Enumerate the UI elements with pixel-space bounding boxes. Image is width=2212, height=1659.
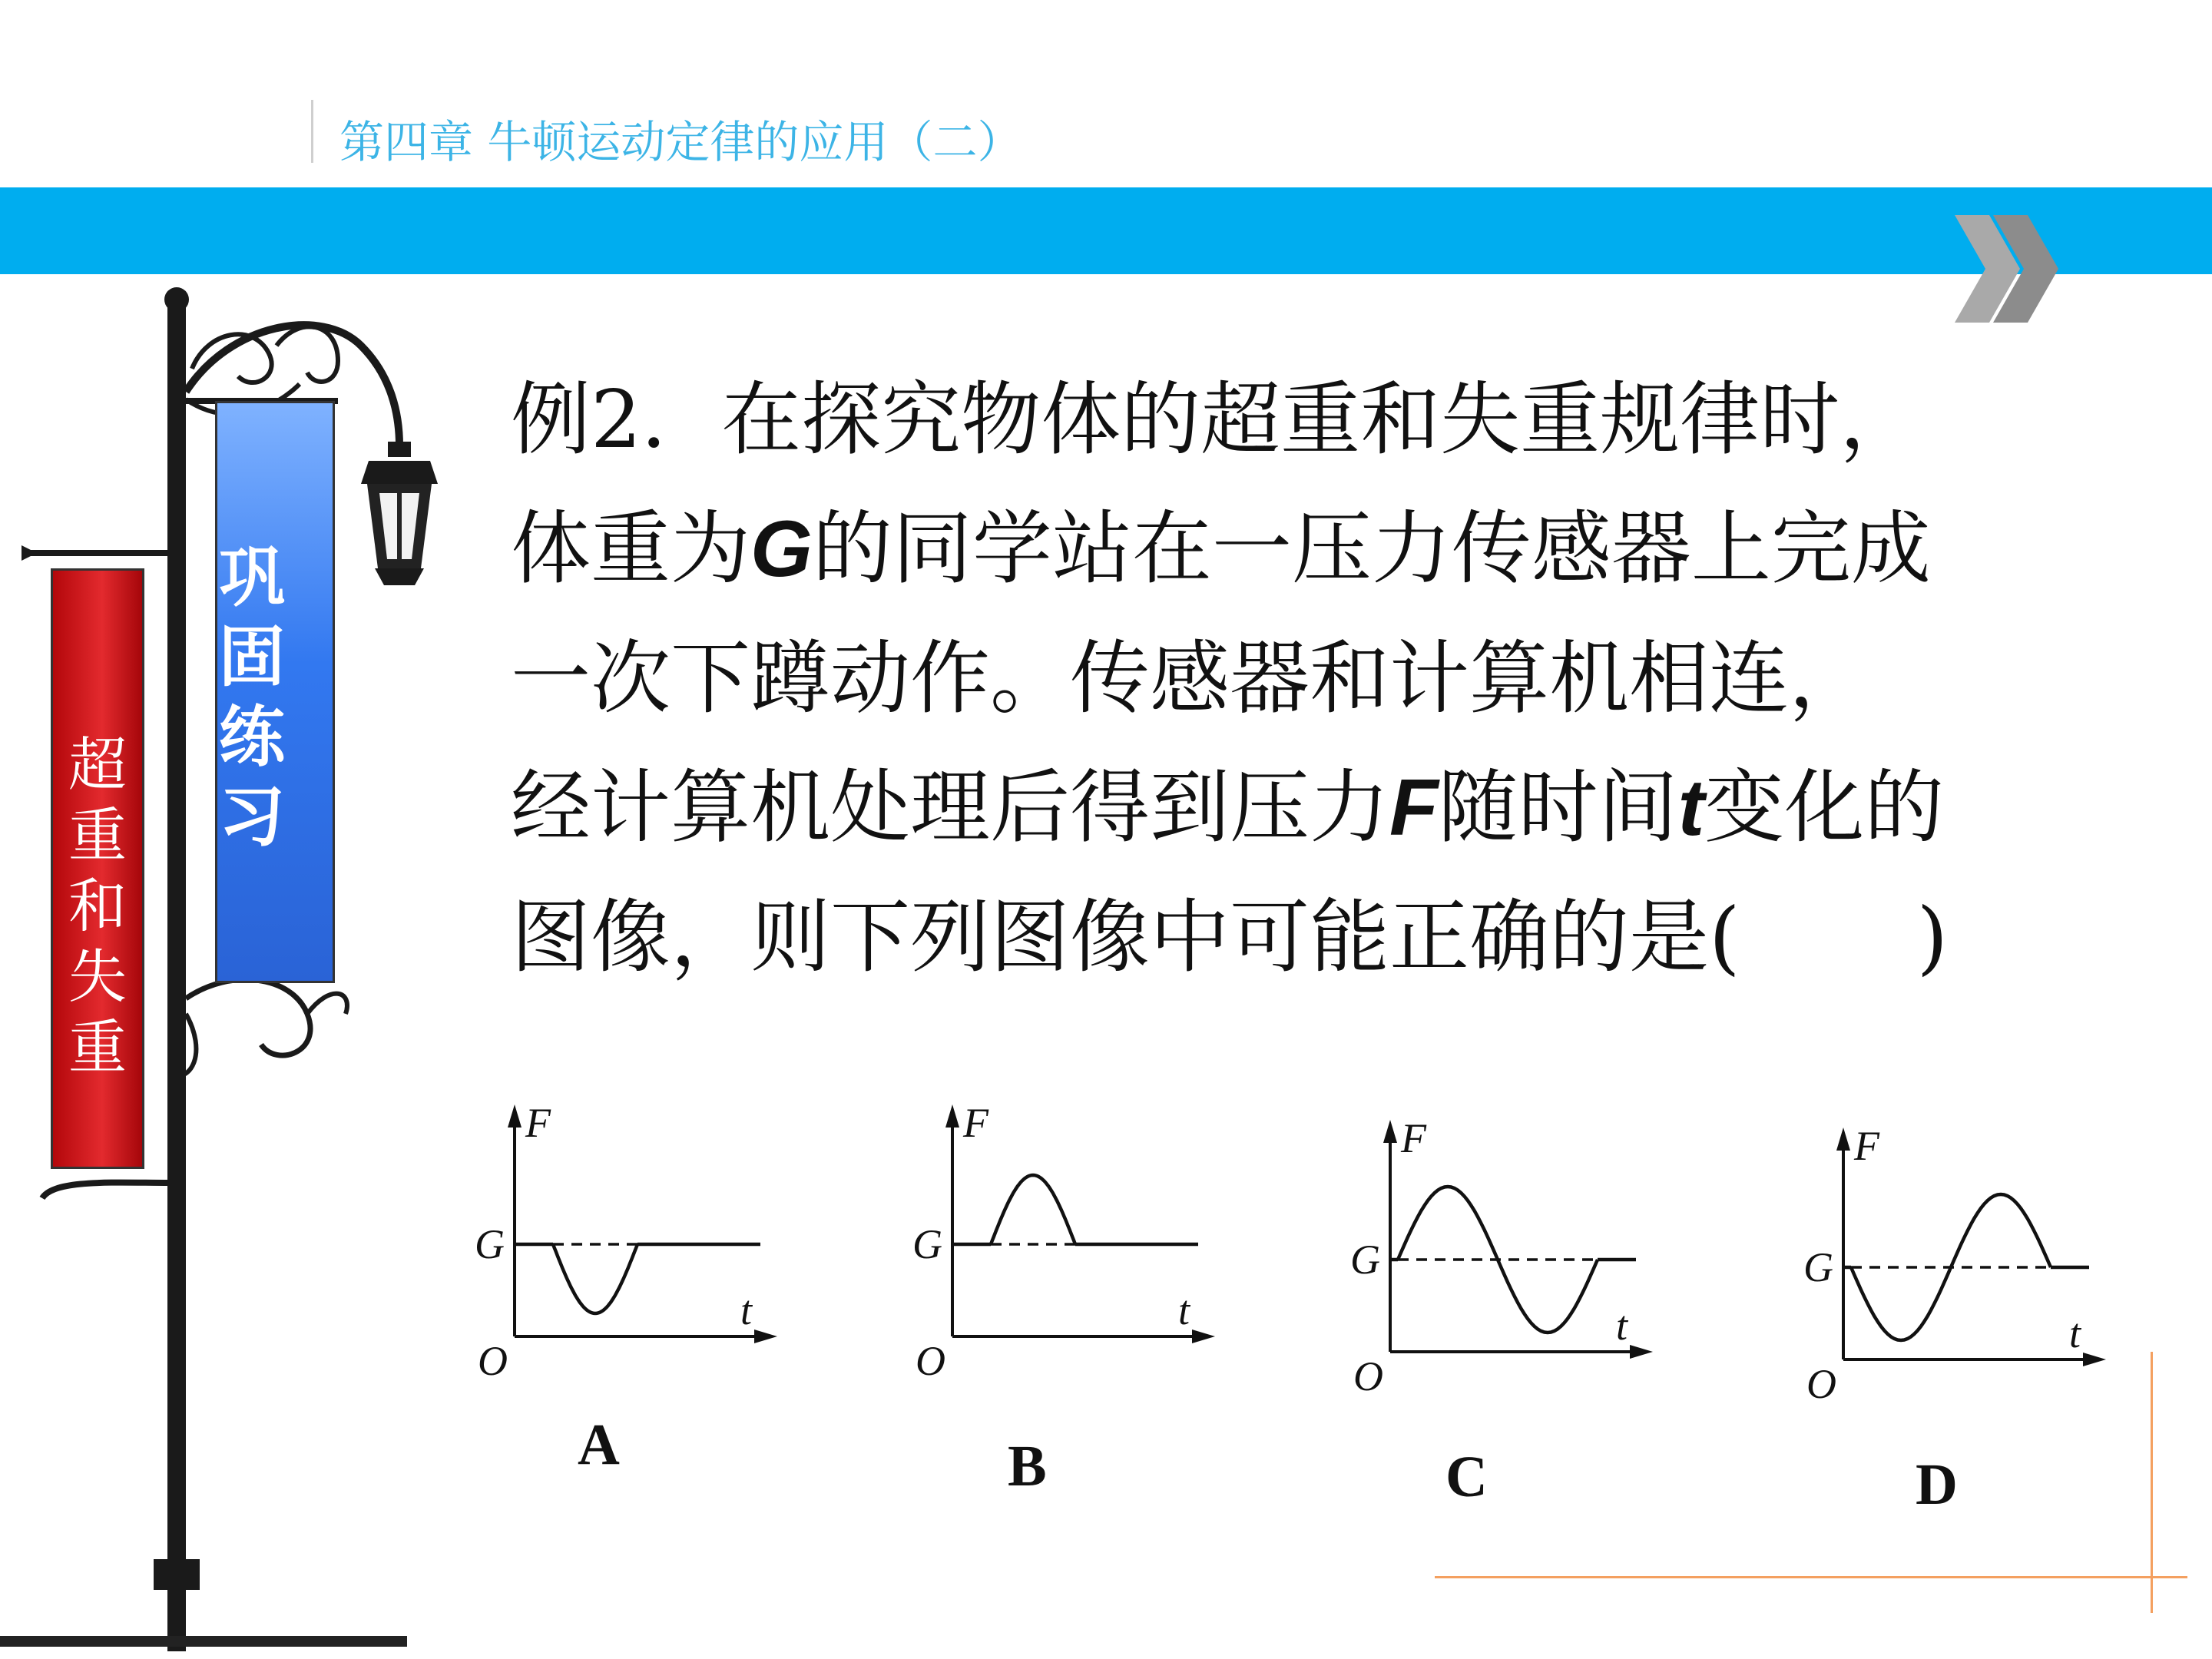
- force-curve: [991, 1175, 1075, 1244]
- banner-blue-char: 练: [219, 699, 285, 776]
- banner-blue-char: 习: [219, 779, 285, 856]
- option-label-c[interactable]: C: [1445, 1445, 1488, 1509]
- axis-label-f: F: [963, 1100, 988, 1146]
- origin-label: O: [916, 1338, 945, 1384]
- question-line-4: 经计算机处理后得到压力F随时间t变化的: [511, 760, 1945, 854]
- banner-red-text: [51, 730, 144, 1083]
- banner-red-char: 超: [68, 730, 127, 799]
- level-label-g: G: [1803, 1244, 1833, 1290]
- y-axis-arrow: [1383, 1120, 1397, 1143]
- header-band: [0, 187, 2212, 274]
- question-line-3: 一次下蹲动作。传感器和计算机相连，: [511, 631, 1869, 725]
- option-label-b[interactable]: B: [1008, 1434, 1047, 1498]
- x-axis-arrow: [2083, 1353, 2106, 1366]
- y-axis-arrow: [945, 1104, 959, 1128]
- banner-red-char: 失: [68, 942, 127, 1011]
- x-axis-arrow: [1192, 1330, 1215, 1343]
- banner-red-char: 和: [68, 872, 127, 940]
- banner-blue-char: 固: [219, 619, 285, 696]
- y-axis-arrow: [508, 1104, 522, 1128]
- origin-label: O: [478, 1338, 508, 1384]
- graph-option-c[interactable]: [1336, 1106, 1659, 1429]
- question-line-2: 体重为G的同学站在一压力传感器上完成: [511, 502, 1931, 595]
- graph-option-a[interactable]: [461, 1091, 783, 1413]
- x-axis-arrow: [1630, 1345, 1653, 1359]
- chapter-title: 第四章 牛顿运动定律的应用（二）: [339, 116, 1022, 168]
- banner-red-char: 重: [68, 1013, 127, 1081]
- axis-label-f: F: [1401, 1115, 1426, 1161]
- banner-red-char: 重: [68, 801, 127, 869]
- option-label-a[interactable]: A: [578, 1412, 620, 1477]
- graph-option-d[interactable]: [1790, 1114, 2112, 1436]
- question-line-5: 图像，则下列图像中可能正确的是( ): [511, 890, 1949, 984]
- question-line-1: 例2．在探究物体的超重和失重规律时，: [511, 373, 1920, 466]
- option-label-d[interactable]: D: [1916, 1452, 1958, 1517]
- axis-label-f: F: [1854, 1123, 1879, 1169]
- origin-label: O: [1353, 1353, 1383, 1399]
- banner-blue-text: [214, 538, 290, 857]
- axis-label-f: F: [525, 1100, 551, 1146]
- accent-line-horizontal: [1435, 1576, 2187, 1578]
- y-axis-arrow: [1836, 1128, 1850, 1151]
- double-chevron-icon: [1947, 207, 2062, 330]
- banner-blue-char: 巩: [219, 539, 285, 616]
- level-label-g: G: [912, 1221, 942, 1267]
- level-label-g: G: [1350, 1237, 1380, 1283]
- accent-line-vertical: [2151, 1352, 2153, 1613]
- axis-label-t: t: [740, 1287, 753, 1333]
- level-label-g: G: [475, 1221, 505, 1267]
- origin-label: O: [1806, 1361, 1836, 1407]
- question-text: [511, 355, 2093, 1002]
- header-divider: [311, 100, 313, 163]
- x-axis-arrow: [754, 1330, 777, 1343]
- street-lamp-icon: [361, 442, 438, 585]
- axis-label-t: t: [2069, 1310, 2081, 1356]
- force-curve: [553, 1244, 637, 1313]
- graph-option-b[interactable]: [899, 1091, 1221, 1413]
- axis-label-t: t: [1178, 1287, 1190, 1333]
- axis-label-t: t: [1616, 1303, 1628, 1349]
